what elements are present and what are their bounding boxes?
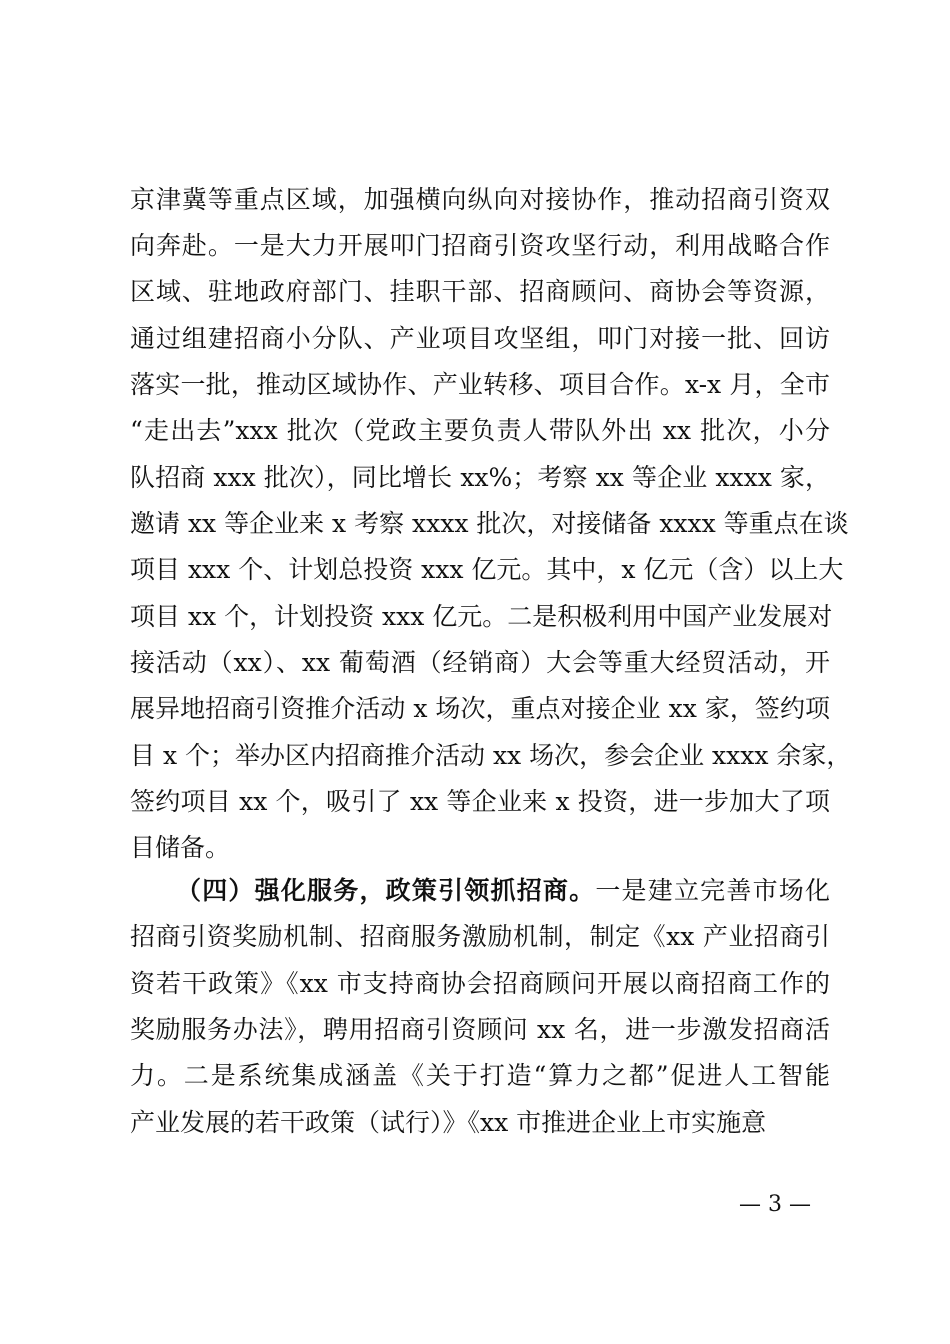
paragraph-1-line-4: 通过组建招商小分队、产业项目攻坚组，叩门对接一批、回访 bbox=[130, 324, 830, 353]
paragraph-2-line-6: 产业发展的若干政策（试行）》《xx 市推进企业上市实施意 bbox=[130, 1108, 767, 1137]
paragraph-2-line-1 bbox=[176, 867, 830, 915]
paragraph-1-line-5: 落实一批，推动区域协作、产业转移、项目合作。x-x 月，全市 bbox=[130, 370, 830, 399]
paragraph-1-line-1: 京津冀等重点区域，加强横向纵向对接协作，推动招商引资双 bbox=[130, 185, 830, 214]
paragraph-1-line-15: 目储备。 bbox=[130, 833, 231, 862]
section-heading-continuation: 一是建立完善市场化 bbox=[595, 876, 830, 905]
section-heading: （四）强化服务，政策引领抓招商。 bbox=[176, 876, 596, 905]
paragraph-1-line-14: 签约项目 xx 个，吸引了 xx 等企业来 x 投资，进一步加大了项 bbox=[130, 787, 830, 816]
paragraph-1-line-2: 向奔赴。一是大力开展叩门招商引资攻坚行动，利用战略合作 bbox=[130, 231, 830, 260]
paragraph-2-line-5: 力。二是系统集成涵盖《关于打造“算力之都”促进人工智能 bbox=[130, 1061, 830, 1090]
paragraph-1-line-9: 项目 xxx 个、计划总投资 xxx 亿元。其中，x 亿元（含）以上大 bbox=[130, 555, 844, 584]
paragraph-1-line-13: 目 x 个；举办区内招商推介活动 xx 场次，参会企业 xxxx 余家， bbox=[130, 741, 852, 770]
paragraph-2-line-2: 招商引资奖励机制、招商服务激励机制，制定《xx 产业招商引 bbox=[130, 922, 830, 951]
paragraph-1-line-12: 展异地招商引资推介活动 x 场次，重点对接企业 xx 家，签约项 bbox=[130, 694, 830, 723]
page-number: — 3 — bbox=[739, 1192, 811, 1217]
paragraph-1-line-8: 邀请 xx 等企业来 x 考察 xxxx 批次，对接储备 xxxx 等重点在谈 bbox=[130, 509, 849, 538]
paragraph-1-line-3: 区域、驻地政府部门、挂职干部、招商顾问、商协会等资源， bbox=[130, 277, 830, 306]
paragraph-1-line-6: “走出去”xxx 批次（党政主要负责人带队外出 xx 批次，小分 bbox=[130, 416, 830, 445]
paragraph-1-line-11: 接活动（xx）、xx 葡萄酒（经销商）大会等重大经贸活动，开 bbox=[130, 648, 830, 677]
paragraph-2-line-3: 资若干政策》《xx 市支持商协会招商顾问开展以商招商工作的 bbox=[130, 969, 830, 998]
paragraph-1-line-7: 队招商 xxx 批次），同比增长 xx%；考察 xx 等企业 xxxx 家， bbox=[130, 463, 830, 492]
paragraph-1-line-10: 项目 xx 个，计划投资 xxx 亿元。二是积极利用中国产业发展对 bbox=[130, 602, 833, 631]
paragraph-2-line-4: 奖励服务办法》，聘用招商引资顾问 xx 名，进一步激发招商活 bbox=[130, 1015, 830, 1044]
